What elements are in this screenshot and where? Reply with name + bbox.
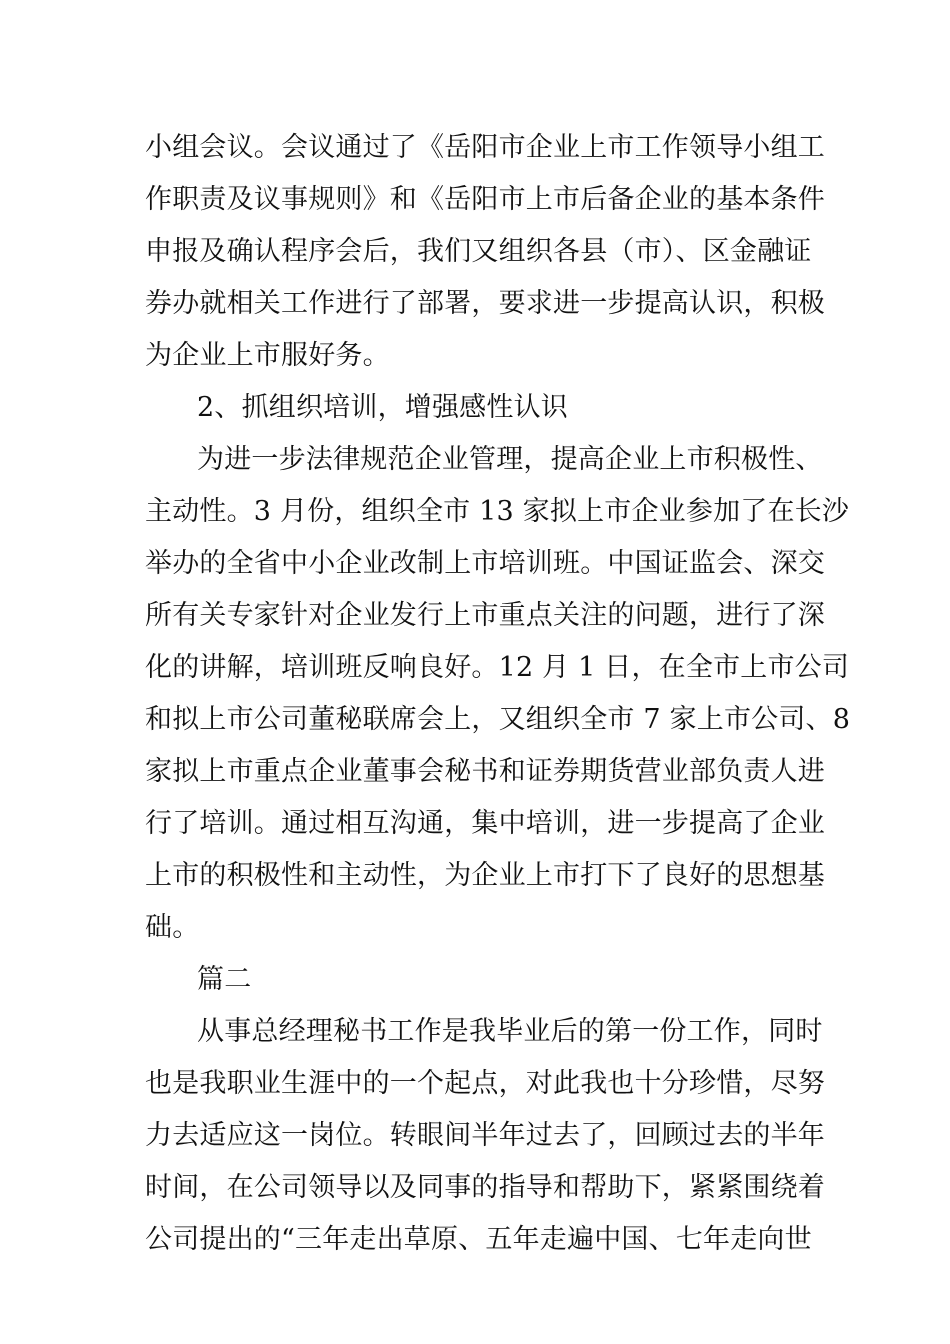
text-line: 上市的积极性和主动性，为企业上市打下了良好的思想基 <box>145 860 825 891</box>
text-line: 公司提出的“三年走出草原、五年走遍中国、七年走向世 <box>145 1224 812 1255</box>
text-line: 主动性。3 月份，组织全市 13 家拟上市企业参加了在长沙 <box>145 496 850 527</box>
section-heading: 2、抓组织培训，增强感性认识 <box>197 392 568 423</box>
text-line: 从事总经理秘书工作是我毕业后的第一份工作，同时 <box>197 1016 823 1047</box>
text-line: 小组会议。会议通过了《岳阳市企业上市工作领导小组工 <box>145 132 825 163</box>
text-line: 为进一步法律规范企业管理，提高企业上市积极性、 <box>197 444 823 475</box>
text-line: 为企业上市服好务。 <box>145 340 390 371</box>
text-line: 所有关专家针对企业发行上市重点关注的问题，进行了深 <box>145 600 825 631</box>
text-line: 和拟上市公司董秘联席会上，又组织全市 7 家上市公司、8 <box>145 704 851 735</box>
text-line: 力去适应这一岗位。转眼间半年过去了，回顾过去的半年 <box>145 1120 825 1151</box>
text-line: 化的讲解，培训班反响良好。12 月 1 日，在全市上市公司 <box>145 652 850 683</box>
text-line: 券办就相关工作进行了部署，要求进一步提高认识，积极 <box>145 288 825 319</box>
text-line: 家拟上市重点企业董事会秘书和证券期货营业部负责人进 <box>145 756 825 787</box>
text-line: 础。 <box>145 912 200 943</box>
text-line: 申报及确认程序会后，我们又组织各县（市）、区金融证 <box>145 236 812 267</box>
text-line: 行了培训。通过相互沟通，集中培训，进一步提高了企业 <box>145 808 825 839</box>
text-line: 时间，在公司领导以及同事的指导和帮助下，紧紧围绕着 <box>145 1172 825 1203</box>
text-line: 举办的全省中小企业改制上市培训班。中国证监会、深交 <box>145 548 825 579</box>
section-heading: 篇二 <box>197 964 252 995</box>
text-line: 也是我职业生涯中的一个起点，对此我也十分珍惜，尽努 <box>145 1068 825 1099</box>
text-line: 作职责及议事规则》和《岳阳市上市后备企业的基本条件 <box>145 184 825 215</box>
